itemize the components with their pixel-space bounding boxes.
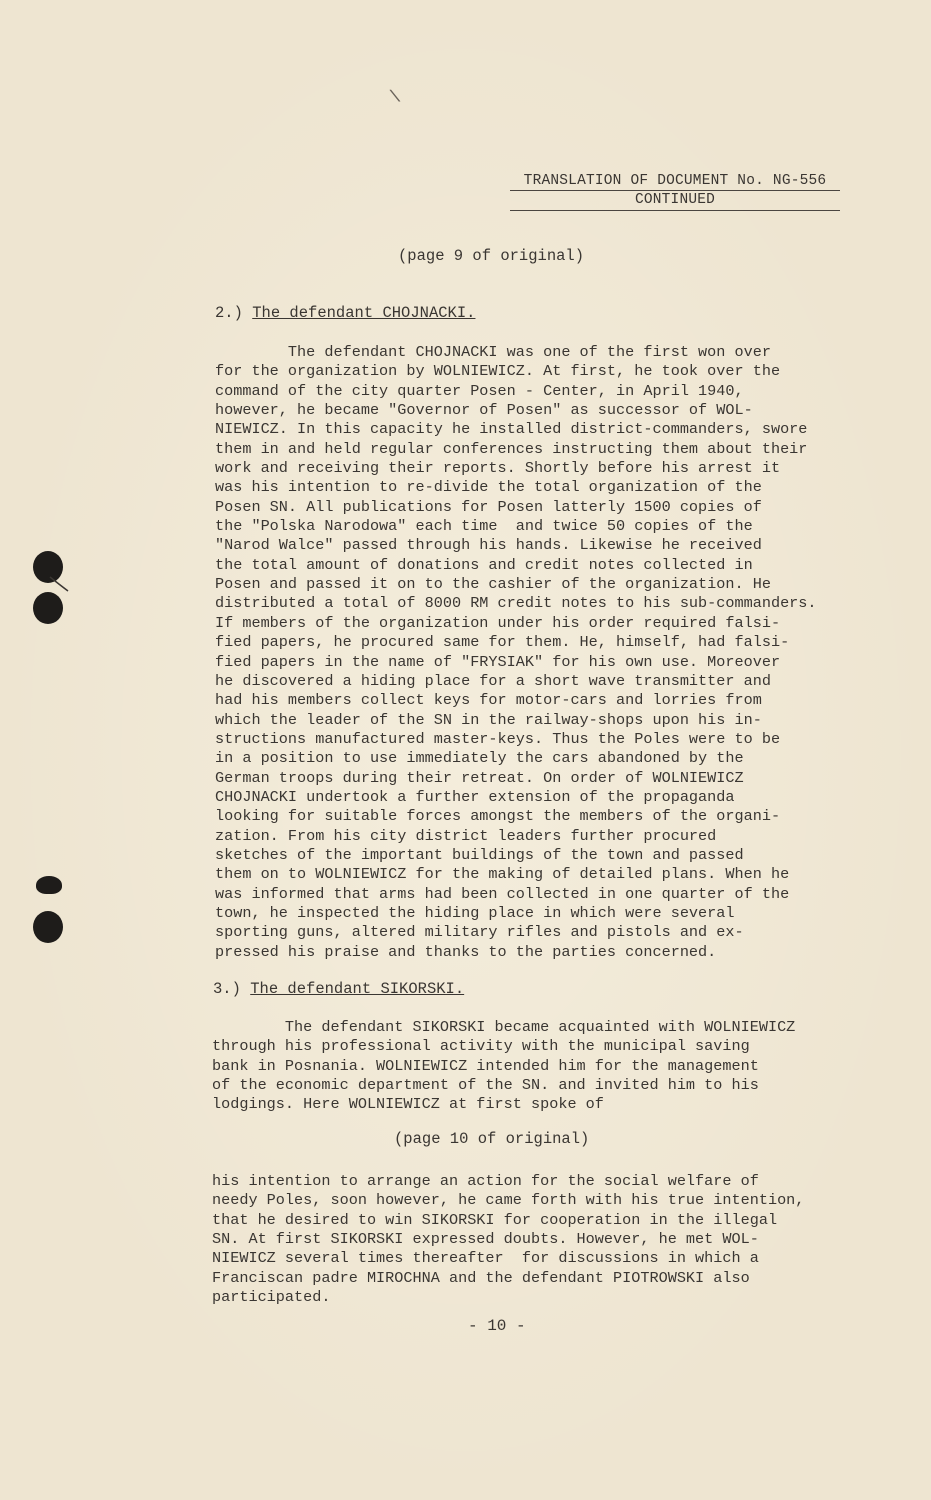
text-line: If members of the organization under his order required falsi-: [215, 613, 781, 632]
text-line: them on to WOLNIEWICZ for the making of detailed plans. When he: [215, 865, 790, 884]
text-line: through his professional activity with the municipal saving: [212, 1037, 750, 1056]
text-line: sketches of the important buildings of the town and passed: [215, 845, 744, 864]
text-line: needy Poles, soon however, he came forth with his true intention,: [212, 1191, 805, 1210]
text-line: NIEWICZ several times thereafter for discussions in which a: [212, 1249, 759, 1268]
section-3-title: The defendant SIKORSKI.: [250, 980, 465, 998]
section-2-heading: [215, 304, 475, 322]
text-line: command of the city quarter Posen - Center, in April 1940,: [215, 381, 744, 400]
text-line: he discovered a hiding place for a short wave transmitter and: [215, 671, 771, 690]
binder-hole-icon: [33, 911, 63, 943]
text-line: fied papers, he procured same for them. He, himself, had falsi-: [215, 633, 790, 652]
page-reference-9: (page 9 of original): [398, 247, 585, 265]
text-line: work and receiving their reports. Shortly before his arrest it: [215, 459, 781, 478]
text-line: town, he inspected the hiding place in which were several: [215, 903, 735, 922]
text-line: sporting guns, altered military rifles and pistols and ex-: [215, 923, 744, 942]
text-line: fied papers in the name of "FRYSIAK" for his own use. Moreover: [215, 652, 781, 671]
page-number: - 10 -: [468, 1317, 526, 1335]
section-3-number: 3.): [213, 980, 241, 998]
text-line: them in and held regular conferences instructing them about their: [215, 439, 808, 458]
section-2-number: 2.): [215, 304, 243, 322]
text-line: Franciscan padre MIROCHNA and the defendant PIOTROWSKI also: [212, 1268, 750, 1287]
tick-mark: \: [388, 87, 403, 109]
text-line: was his intention to re-divide the total organization of the: [215, 478, 762, 497]
text-line: The defendant SIKORSKI became acquainted with WOLNIEWICZ: [212, 1018, 796, 1036]
page-reference-10: (page 10 of original): [394, 1130, 590, 1148]
text-line: for the organization by WOLNIEWICZ. At first, he took over the: [215, 362, 781, 381]
text-line: however, he became "Governor of Posen" as successor of WOL-: [215, 401, 753, 420]
text-line: "Narod Walce" passed through his hands. Likewise he received: [215, 536, 762, 555]
text-line: lodgings. Here WOLNIEWICZ at first spoke of: [212, 1095, 604, 1114]
text-line: looking for suitable forces amongst the members of the organi-: [215, 807, 781, 826]
section-3-body-part2: [212, 1172, 804, 1307]
text-line: pressed his praise and thanks to the parties concerned.: [215, 942, 717, 961]
text-line: NIEWICZ. In this capacity he installed district-commanders, swore: [215, 420, 808, 439]
binder-hole-icon: [36, 876, 62, 894]
text-line: zation. From his city district leaders further procured: [215, 826, 717, 845]
text-line: distributed a total of 8000 RM credit notes to his sub-commanders.: [215, 594, 817, 613]
document-header: [510, 173, 840, 211]
section-2-title: The defendant CHOJNACKI.: [252, 304, 476, 322]
text-line: bank in Posnania. WOLNIEWICZ intended him for the management: [212, 1056, 759, 1075]
header-continued: CONTINUED: [510, 191, 840, 211]
text-line: Posen and passed it on to the cashier of the organization. He: [215, 575, 771, 594]
text-line: German troops during their retreat. On order of WOLNIEWICZ: [215, 768, 744, 787]
section-2-body: [215, 343, 817, 962]
text-line: participated.: [212, 1288, 331, 1307]
section-3-body-part1: [212, 1018, 795, 1115]
text-line: had his members collect keys for motor-cars and lorries from: [215, 691, 762, 710]
text-line: of the economic department of the SN. and invited him to his: [212, 1076, 759, 1095]
text-line: the "Polska Narodowa" each time and twice 50 copies of the: [215, 517, 753, 536]
section-3-heading: [213, 980, 464, 998]
text-line: CHOJNACKI undertook a further extension of the propaganda: [215, 787, 735, 806]
text-line: Posen SN. All publications for Posen latterly 1500 copies of: [215, 497, 762, 516]
text-line: his intention to arrange an action for the social welfare of: [212, 1172, 759, 1190]
text-line: in a position to use immediately the cars abandoned by the: [215, 749, 744, 768]
text-line: SN. At first SIKORSKI expressed doubts. However, he met WOL-: [212, 1230, 759, 1249]
text-line: structions manufactured master-keys. Thus the Poles were to be: [215, 729, 781, 748]
text-line: was informed that arms had been collected in one quarter of the: [215, 884, 790, 903]
header-title: TRANSLATION OF DOCUMENT No. NG-556: [510, 173, 840, 191]
text-line: which the leader of the SN in the railway-shops upon his in-: [215, 710, 762, 729]
text-line: that he desired to win SIKORSKI for cooperation in the illegal: [212, 1210, 778, 1229]
text-line: the total amount of donations and credit notes collected in: [215, 555, 753, 574]
binder-hole-icon: [33, 592, 63, 624]
text-line: The defendant CHOJNACKI was one of the first won over: [215, 343, 771, 361]
